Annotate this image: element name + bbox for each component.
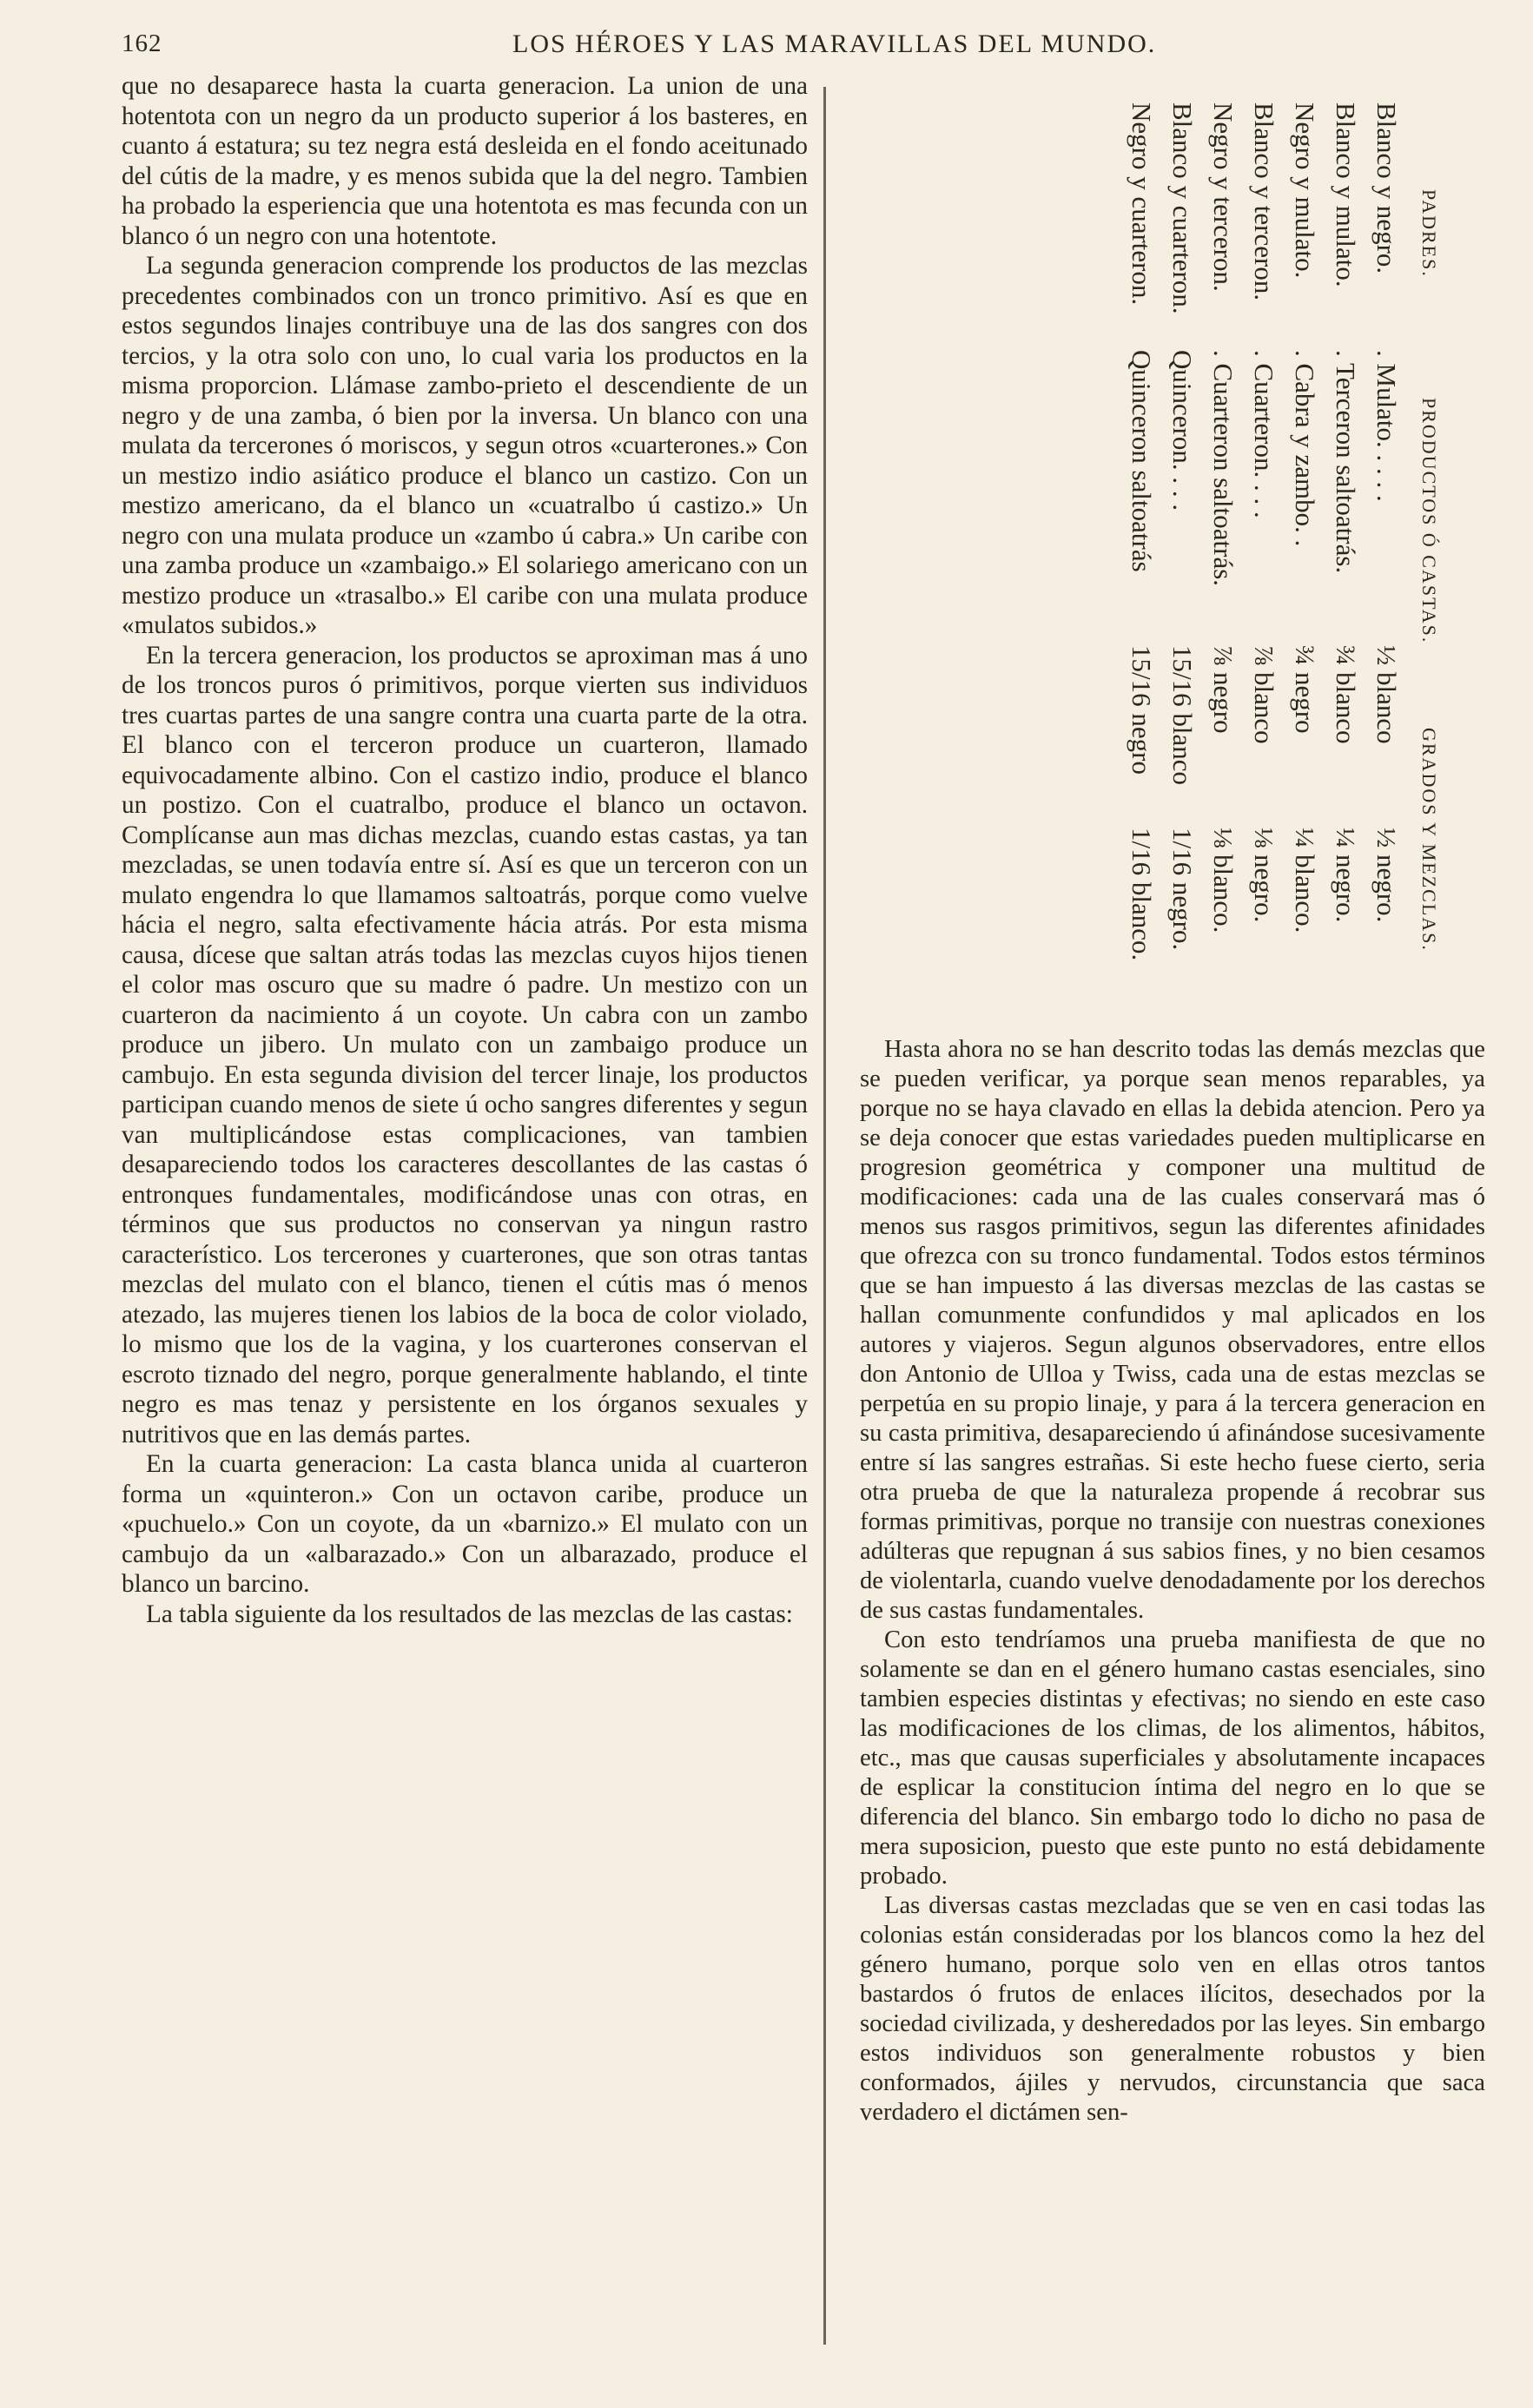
left-column	[122, 71, 808, 1629]
paragraph: Con esto tendríamos una prueba manifiesta de que no solamente se dan en el género humano castas esenciales, sino tambien especies distintas y efectivas; no siendo en este caso las modificaciones de los climas, de los alimentos, hábitos, etc., mas que causas superficiales y absolutamente incapaces de esplicar la constitucion íntima del negro en lo que se diferencia del blanco. Sin embargo todo lo dicho no pasa de mera suposicion, puesto que este punto no está debidamente probado.	[860, 1626, 1485, 1890]
cell-grade-primary: 15/16 negro	[1127, 645, 1157, 775]
right-column	[860, 1035, 1485, 2128]
table-row	[1116, 102, 1157, 1006]
cell-grade-secondary: ¼ blanco.	[1290, 828, 1320, 934]
table-row	[1239, 102, 1279, 1006]
table-row	[1279, 102, 1320, 1006]
paragraph: En la tercera generacion, los productos se aproximan mas á uno de los troncos puros ó primitivos, porque vierten sus individuos tres cuartas partes de una sangre contra una cuarta parte de la otra. El blanco con el terceron produce un cuarteron, llamado equivocadamente albino. Con el castizo indio, produce el blanco un postizo. Con el cuatralbo, produce el blanco un octavon. Complícanse aun mas dichas mezclas, cuando estas castas, ya tan mezcladas, se unen todavía entre sí. Así es que un terceron con un mulato engendra lo que llamamos saltoatrás, porque como vuelve hácia el negro, salta efectivamente hácia atrás. Por esta misma causa, dícese que saltan atrás todas las mezclas cuyos hijos tienen el color mas oscuro que su madre ó padre. Un mestizo con un cuarteron da nacimiento á un coyote. Un cabra con un zambo produce un jibero. Un mulato con un zambaigo produce un cambujo. En esta segunda division del tercer linaje, los productos participan cuando menos de siete ú ocho sangres diferentes y segun van multiplicándose estas complicaciones, van tambien desapareciendo todos los caracteres descollantes de las castas ó entronques fundamentales, modificándose unas con otras, en términos que sus productos no conservan ya ningun rastro característico. Los tercerones y cuarterones, que son otras tantas mezclas del mulato con el blanco, tienen el cútis mas ó menos atezado, las mujeres tienen los labios de la boca de color violado, lo mismo que los de la vagina, y los cuarterones conservan el escroto tiznado del negro, porque generalmente hablando, el tinte negro es mas tenaz y persistente en los órganos sexuales y nutritivos que en las demás partes.	[122, 641, 808, 1448]
cell-grade-primary: 15/16 blanco	[1167, 645, 1198, 785]
caste-table-rotated	[947, 102, 1450, 1006]
paragraph: Hasta ahora no se han descrito todas las demás mezclas que se pueden verificar, ya porque sean menos reparables, ya porque no se haya clavado en ellas la debida atencion. Pero ya se deja conocer que estas variedades pueden multiplicarse en progresion geométrica y componer una multitud de modificaciones: cada una de las cuales conservará mas ó menos sus rasgos primitivos, segun las diferentes afinidades que ofrezca con su tronco fundamental. Todos estos términos que se han impuesto á las diversas mezclas de las castas se hallan comunmente confundidos y mal aplicados en los autores y viajeros. Segun algunos observadores, entre ellos don Antonio de Ulloa y Twiss, cada una de estas mezclas se perpetúa en su propio linaje, y para á la tercera generacion en su casta primitiva, desapareciendo ú afinándose sucesivamente entre sí las sangres estrañas. Si este hecho fuese cierto, seria otra prueba de que la naturaleza propende á recobrar sus formas primitivas, porque no transije con nuestras conexiones adúlteras que repugnan á sus sabios fines, y no bien cesamos de violentarla, cuando vuelve denodadamente por los derechos de sus castas fundamentales.	[860, 1036, 1485, 1624]
cell-grade-primary: ½ blanco	[1371, 645, 1402, 744]
table-row	[1198, 102, 1239, 1006]
cell-grade-primary: ⅞ negro	[1208, 645, 1239, 734]
cell-grade-primary: ¾ negro	[1290, 645, 1320, 734]
cell-parents: Negro y cuarteron.	[1127, 102, 1157, 306]
paragraph: que no desaparece hasta la cuarta generacion. La union de una hotentota con un negro da un producto superior á los basteres, en cuanto á estatura; su tez negra está desleida en el fondo aceitunado del cútis de la madre, y es menos subida que la del negro. Tambien ha probado la esperiencia que una hotentota es mas fecunda con un blanco ó un negro con una hotentote.	[122, 72, 808, 250]
cell-grade-secondary: 1/16 negro.	[1167, 828, 1198, 951]
paragraph: La segunda generacion comprende los productos de las mezclas precedentes combinados con un tronco primitivo. Así es que en estos segundos linajes contribuye una de las dos sangres con dos tercios, y la otra solo con uno, lo cual varia los productos en la misma proporcion. Llámase zambo-prieto el descendiente de un negro y de una zamba, ó bien por la inversa. Un blanco con una mulata da tercerones ó moriscos, y segun otros «cuarterones.» Con un mestizo indio asiático produce el blanco un castizo. Con un mestizo americano, da el blanco un «cuatralbo ú castizo.» Un negro con una mulata produce un «zambo ú cabra.» Un caribe con una zamba produce un «zambaigo.» El solariego americano con un mestizo produce un «trasalbo.» El caribe con una mulata produce «mulatos subidos.»	[122, 252, 808, 639]
cell-grade-primary: ⅞ blanco	[1249, 645, 1279, 744]
cell-parents: Negro y terceron.	[1208, 102, 1239, 292]
header-products: PRODUCTOS Ó CASTAS.	[1418, 398, 1440, 644]
cell-parents: Blanco y negro.	[1371, 102, 1402, 274]
table-row	[1361, 102, 1402, 1006]
cell-product: Quinceron. . . .	[1167, 350, 1198, 511]
page-number: 162	[122, 30, 162, 57]
cell-product: . Terceron saltoatrás.	[1331, 350, 1361, 574]
running-title: LOS HÉROES Y LAS MARAVILLAS DEL MUNDO.	[512, 30, 1157, 58]
cell-grade-secondary: ½ negro.	[1371, 828, 1402, 923]
header-parents: PADRES.	[1418, 189, 1440, 278]
paragraph: Las diversas castas mezcladas que se ven en casi todas las colonias están consideradas por los blancos como la hez del género humano, porque solo ven en ellas otros tantos bastardos ó frutos de enlaces ilícitos, desechados por la sociedad civilizada, y desheredados por las leyes. Sin embargo estos individuos son generalmente robustos y bien conformados, ájiles y nervudos, circunstancia que saca verdadero el dictámen sen-	[860, 1892, 1485, 2126]
cell-product: . Cabra y zambo. .	[1290, 350, 1320, 547]
cell-product: . Cuarteron saltoatrás.	[1208, 350, 1239, 587]
cell-parents: Blanco y cuarteron.	[1167, 102, 1198, 314]
cell-product: . Cuarteron. . . .	[1249, 350, 1279, 518]
paragraph: La tabla siguiente da los resultados de las mezclas de las castas:	[146, 1600, 793, 1628]
cell-parents: Blanco y mulato.	[1331, 102, 1361, 287]
page-header	[122, 30, 1168, 64]
cell-grade-secondary: ¼ negro.	[1331, 828, 1361, 923]
paragraph: En la cuarta generacion: La casta blanca unida al cuarteron forma un «quinteron.» Con un octavon caribe, produce un «puchuelo.» Con un coyote, da un «barnizo.» El mulato con un cambujo da un «albarazado.» Con un albarazado, produce el blanco un barcino.	[122, 1450, 808, 1598]
cell-product: . Mulato. . . . .	[1371, 350, 1402, 502]
column-divider	[823, 87, 826, 2345]
table-row	[1320, 102, 1361, 1006]
caste-table	[947, 102, 1450, 1006]
cell-grade-secondary: ⅛ blanco.	[1208, 828, 1239, 934]
header-grades: GRADOS Y MEZCLAS.	[1418, 728, 1440, 952]
cell-product: Quinceron saltoatrás	[1127, 350, 1157, 572]
caste-table-header	[1412, 102, 1450, 1006]
cell-grade-secondary: ⅛ negro.	[1249, 828, 1279, 923]
table-row	[1157, 102, 1198, 1006]
cell-parents: Blanco y terceron.	[1249, 102, 1279, 301]
cell-parents: Negro y mulato.	[1290, 102, 1320, 279]
cell-grade-primary: ¾ blanco	[1331, 645, 1361, 744]
cell-grade-secondary: 1/16 blanco.	[1127, 828, 1157, 961]
